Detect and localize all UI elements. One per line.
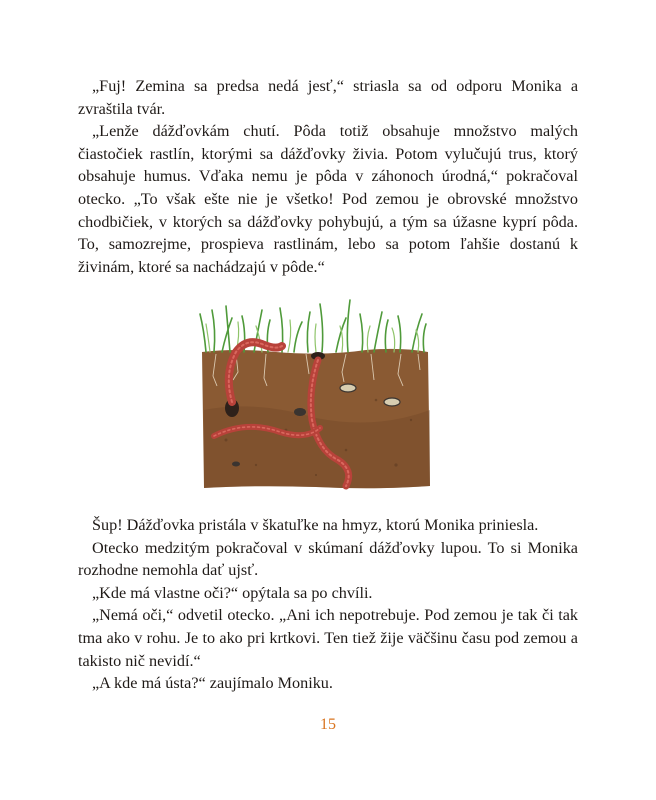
paragraph: Šup! Dážďovka pristála v škatuľke na hmyz, ktorú Monika priniesla. <box>92 516 539 534</box>
earthworm-soil-illustration <box>196 290 432 495</box>
stone <box>384 398 400 406</box>
stone <box>294 408 306 416</box>
top-text-block <box>78 75 578 278</box>
page-number: 15 <box>320 716 336 733</box>
bottom-text-block <box>78 514 578 695</box>
paragraph: „Nemá oči,“ odvetil otecko. „Ani ich nepotrebuje. Pod zemou je tak či tak tma ako v rohu. Je to ako pri krtkovi. Ten tiež žije väčšinu času pod zemou a takisto nič nevidí.“ <box>78 606 578 670</box>
paragraph: „A kde má ústa?“ zaujímalo Moniku. <box>92 674 333 693</box>
paragraph: Otecko medzitým pokračoval v skúmaní dážďovky lupou. To si Monika rozhodne nemohla dať ujsť. <box>78 538 578 580</box>
stone <box>340 384 356 392</box>
paragraph: „Lenže dážďovkám chutí. Pôda totiž obsahuje množstvo malých čiastočiek rastlín, ktorými sa dážďovky živia. Potom vylučujú trus, ktorý obsahuje humus. Vďaka nemu je pôda v záhonoch úrodná,“ pokračoval otecko. „To však ešte nie je všetko! Pod zemou je obrovské množstvo chodbičiek, v ktorých sa dážďovky pohybujú, a tým sa úžasne kyprí pôda. To, samozrejme, prospieva rastlinám, lebo sa potom ľahšie dostanú k živinám, ktoré sa nachádzajú v pôde.“ <box>78 122 578 276</box>
stone <box>232 462 240 467</box>
paragraph: „Kde má vlastne oči?“ opýtala sa po chvíli. <box>92 583 373 602</box>
paragraph: „Fuj! Zemina sa predsa nedá jesť,“ striasla sa od odporu Monika a zvraštila tvár. <box>78 77 578 118</box>
